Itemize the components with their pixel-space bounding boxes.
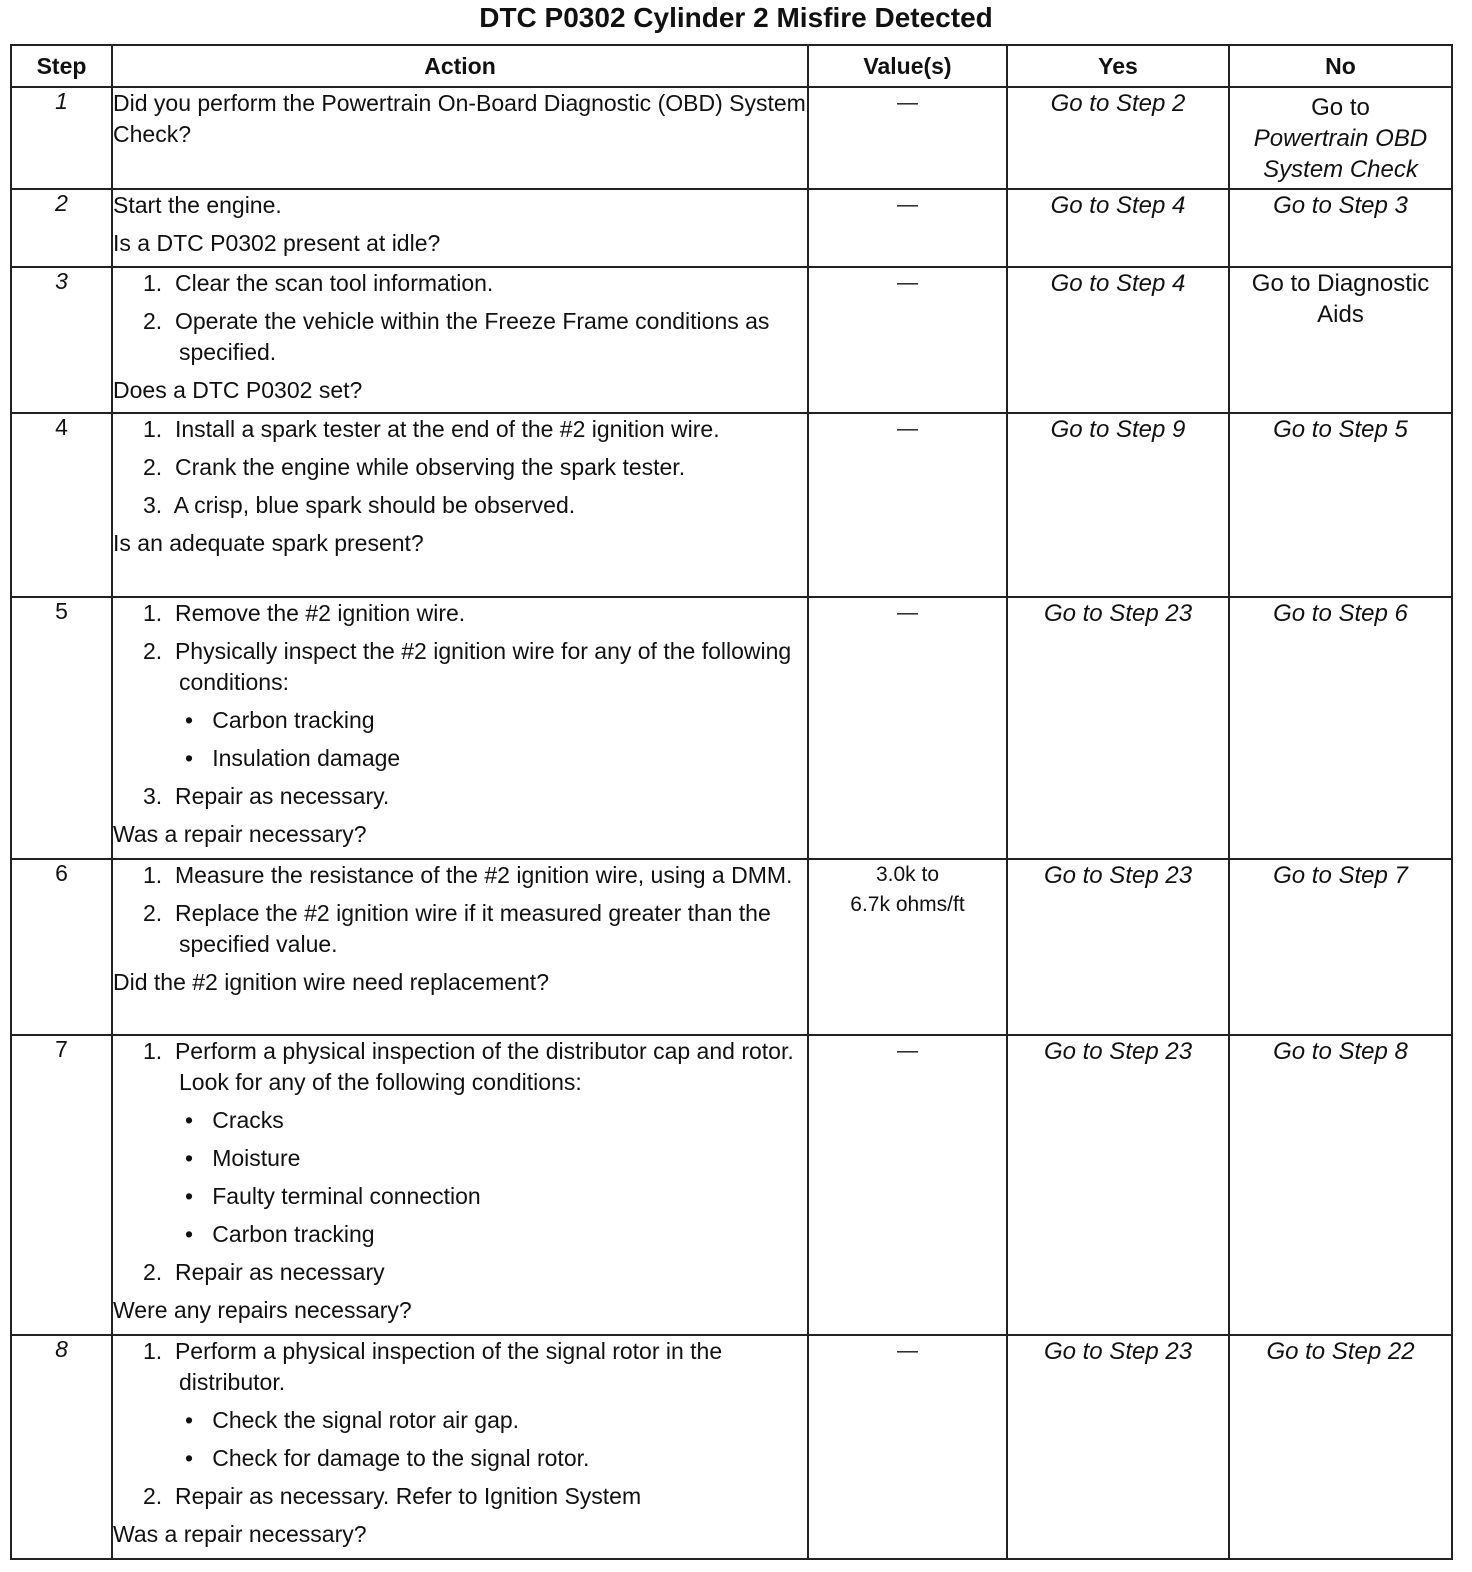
table-row [11,1335,1452,1559]
no-cell [1229,87,1452,189]
table-row [11,87,1452,189]
table-row [11,267,1452,413]
action-cell [112,1335,808,1559]
action-cell [112,1035,808,1335]
action-cell [112,267,808,413]
no-link[interactable]: Powertrain OBD System Check [1253,125,1428,183]
action-step-item: 2. Operate the vehicle within the Freeze Frame conditions as specified. [143,308,770,365]
yes-cell [1007,1035,1229,1335]
step-number: 5 [11,597,112,859]
action-question: Was a repair necessary? [113,1521,367,1547]
yes-link[interactable]: Go to Step 4 [1050,192,1186,219]
action-question: Was a repair necessary? [113,821,367,847]
step-number: 3 [11,267,112,413]
yes-link[interactable]: Go to Step 23 [1043,1038,1193,1065]
action-step-item: 1. Install a spark tester at the end of the #2 ignition wire. [143,416,720,442]
action-bullet: • Check for damage to the signal rotor. [185,1445,590,1471]
action-question: Does a DTC P0302 set? [113,377,363,403]
value-line: 6.7k ohms/ft [850,893,965,916]
header-step: Step [11,45,112,87]
table-row [11,597,1452,859]
action-step-item: 2. Repair as necessary. Refer to Ignition System [143,1483,642,1509]
yes-link[interactable]: Go to Step 4 [1050,270,1186,297]
no-cell [1229,189,1452,267]
action-question: Is a DTC P0302 present at idle? [113,230,441,256]
no-cell [1229,1035,1452,1335]
step-number: 8 [11,1335,112,1559]
page-title: DTC P0302 Cylinder 2 Misfire Detected [479,2,993,33]
action-cell [112,597,808,859]
yes-cell [1007,859,1229,1035]
no-link[interactable]: Go to Step 6 [1273,600,1408,627]
action-step-item: 2. Replace the #2 ignition wire if it measured greater than the specified value. [143,900,771,957]
header-no: No [1229,45,1452,87]
step-number: 1 [11,87,112,189]
action-bullet: • Moisture [185,1145,301,1171]
yes-cell [1007,1335,1229,1559]
no-link-prefix: Go to [1311,94,1370,121]
no-link[interactable]: Go to Diagnostic Aids [1251,270,1430,328]
no-link[interactable]: Go to Step 8 [1273,1038,1408,1065]
value-cell: — [808,413,1007,597]
action-step-item: 3. Repair as necessary. [143,783,390,809]
action-bullet: • Check the signal rotor air gap. [185,1407,520,1433]
action-question: Were any repairs necessary? [113,1297,412,1323]
action-step-item: 1. Measure the resistance of the #2 ignition wire, using a DMM. [143,862,793,888]
action-question: Is an adequate spark present? [113,530,424,556]
yes-cell [1007,189,1229,267]
yes-link[interactable]: Go to Step 23 [1043,862,1193,889]
step-number: 6 [11,859,112,1035]
yes-link[interactable]: Go to Step 9 [1050,416,1186,443]
action-step-item: 1. Remove the #2 ignition wire. [143,600,466,626]
value-line: 3.0k to [875,863,940,886]
action-question: Did you perform the Powertrain On-Board Diagnostic (OBD) System Check? [113,90,806,147]
action-step-item: 1. Perform a physical inspection of the distributor cap and rotor. Look for any of the following conditions: [143,1038,794,1095]
diagnostic-table [10,44,1453,1560]
action-question: Did the #2 ignition wire need replacement? [113,969,549,995]
value-cell: — [808,189,1007,267]
no-cell [1229,859,1452,1035]
no-cell [1229,413,1452,597]
action-cell [112,859,808,1035]
value-cell: — [808,597,1007,859]
action-step-item: 3. A crisp, blue spark should be observed. [143,492,576,518]
no-cell [1229,267,1452,413]
header-values: Value(s) [808,45,1007,87]
value-cell: — [808,87,1007,189]
yes-cell [1007,267,1229,413]
table-row [11,189,1452,267]
value-cell: — [808,1035,1007,1335]
yes-cell [1007,597,1229,859]
header-row [11,45,1452,87]
header-action: Action [112,45,808,87]
action-step-item: 2. Physically inspect the #2 ignition wire for any of the following conditions: [143,638,792,695]
step-number: 2 [11,189,112,267]
value-cell: — [808,1335,1007,1559]
action-step-item: 2. Repair as necessary [143,1259,385,1285]
step-number: 7 [11,1035,112,1335]
no-link[interactable]: Go to Step 5 [1273,416,1408,443]
action-line: Start the engine. [113,192,282,218]
action-bullet: • Carbon tracking [185,707,375,733]
no-link[interactable]: Go to Step 7 [1273,862,1408,889]
action-cell [112,87,808,189]
yes-link[interactable]: Go to Step 23 [1043,1338,1193,1365]
action-step-item: 2. Crank the engine while observing the spark tester. [143,454,686,480]
table-row [11,859,1452,1035]
action-step-item: 1. Perform a physical inspection of the signal rotor in the distributor. [143,1338,723,1395]
table-row [11,413,1452,597]
no-cell [1229,1335,1452,1559]
action-step-item: 1. Clear the scan tool information. [143,270,494,296]
step-number: 4 [11,413,112,597]
yes-link[interactable]: Go to Step 23 [1043,600,1193,627]
no-link[interactable]: Go to Step 3 [1273,192,1408,219]
action-bullet: • Faulty terminal connection [185,1183,481,1209]
value-cell [808,859,1007,1035]
value-cell: — [808,267,1007,413]
action-bullet: • Carbon tracking [185,1221,375,1247]
yes-cell [1007,87,1229,189]
no-link[interactable]: Go to Step 22 [1266,1338,1415,1365]
action-bullet: • Insulation damage [185,745,401,771]
table-row [11,1035,1452,1335]
yes-link[interactable]: Go to Step 2 [1050,90,1186,117]
header-yes: Yes [1007,45,1229,87]
action-bullet: • Cracks [185,1107,284,1133]
no-cell [1229,597,1452,859]
action-cell [112,413,808,597]
yes-cell [1007,413,1229,597]
action-cell [112,189,808,267]
